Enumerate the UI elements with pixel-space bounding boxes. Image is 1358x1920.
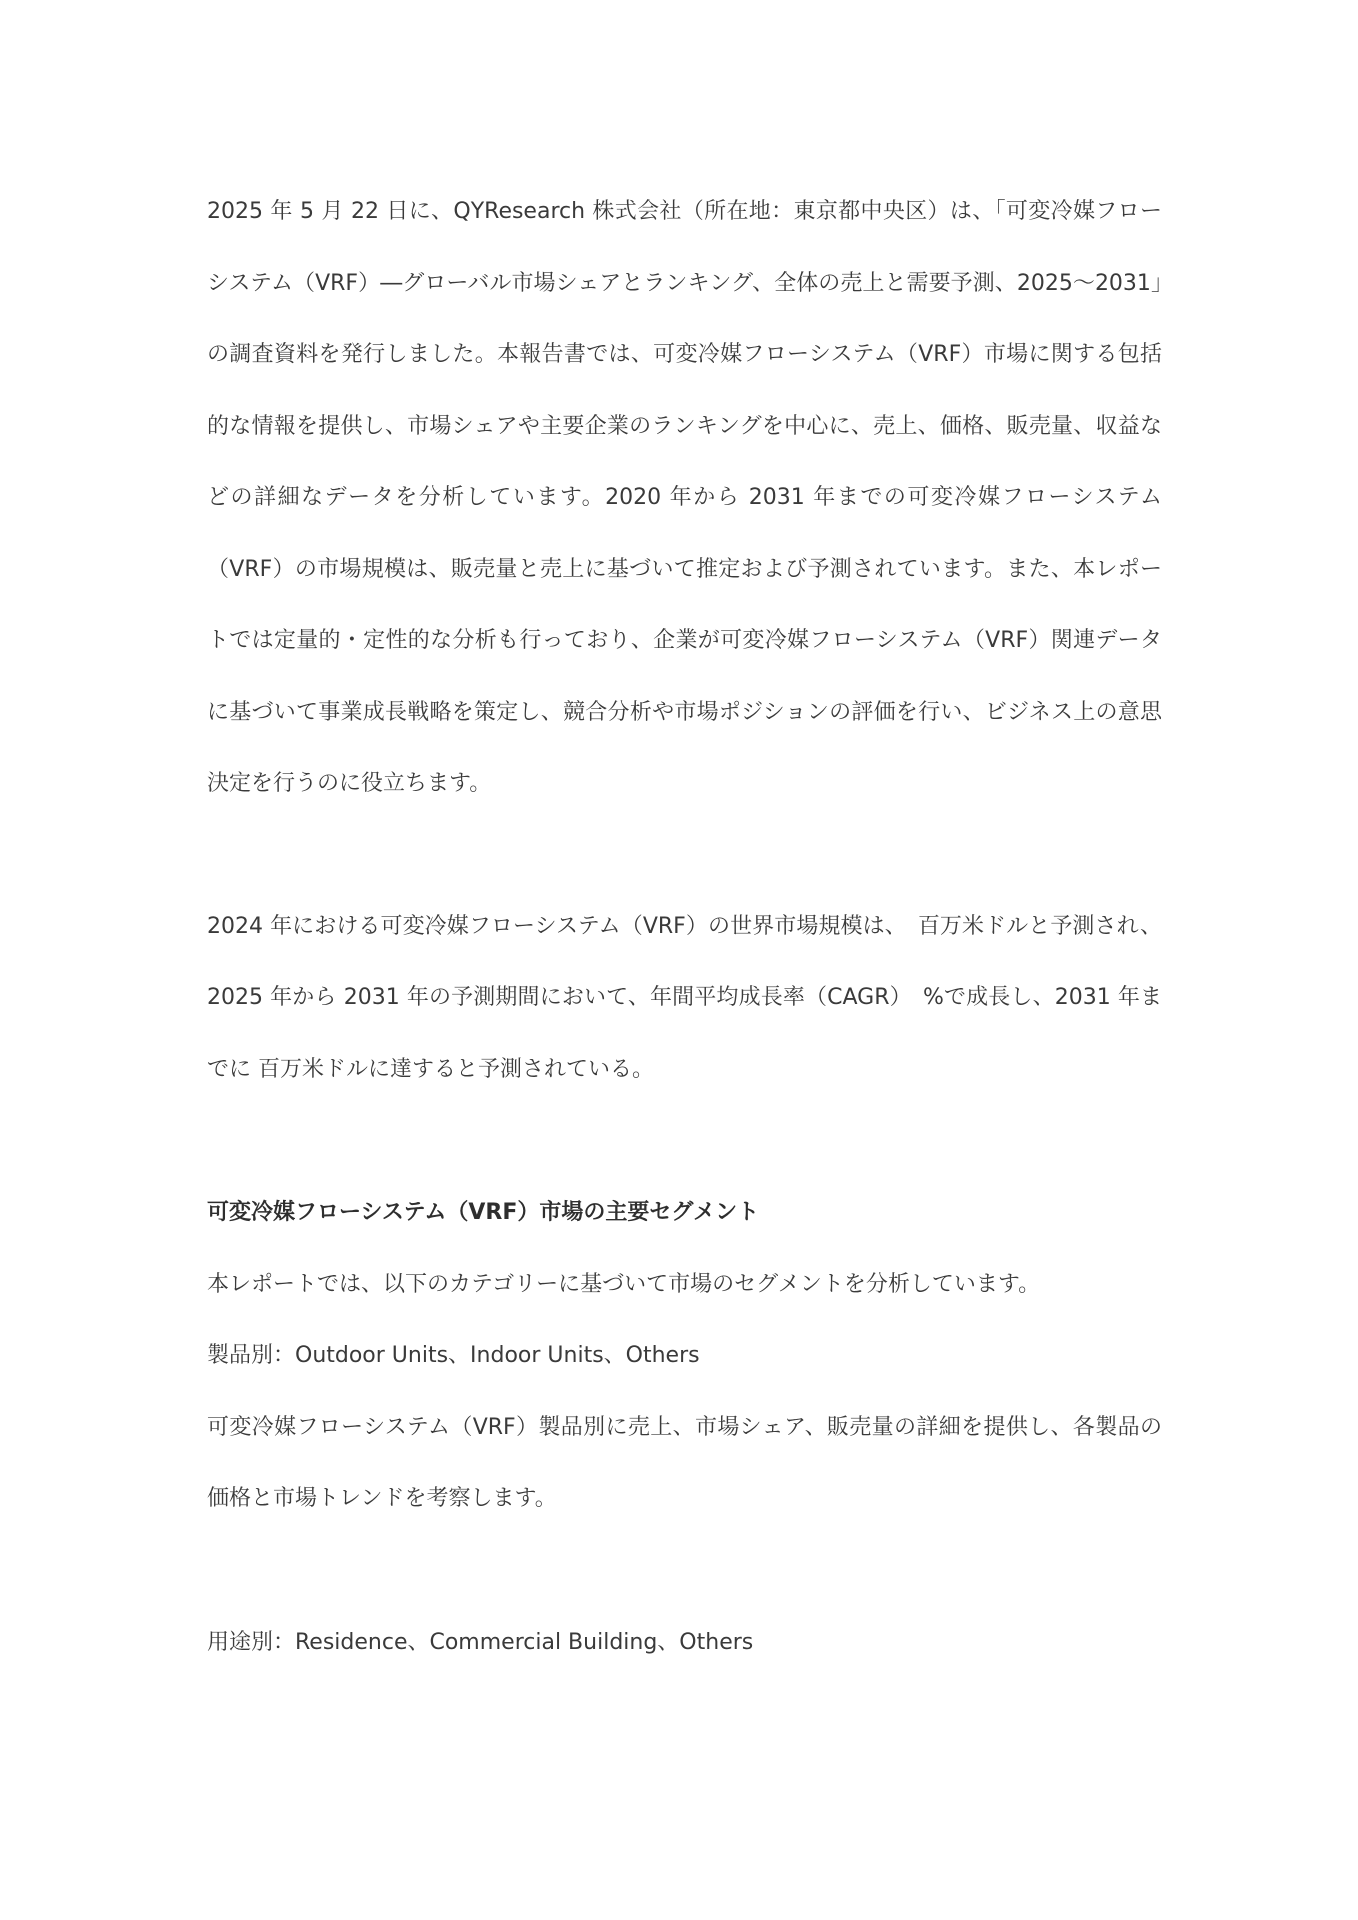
document-body xyxy=(207,176,1162,1678)
product-description: 可変冷媒フローシステム（VRF）製品別に売上、市場シェア、販売量の詳細を提供し、各製品の価格と市場トレンドを考察します。 xyxy=(207,1414,1162,1511)
paragraph-spacer xyxy=(207,1105,1162,1177)
application-segment-line: 用途別：Residence、Commercial Building、Others xyxy=(207,1629,754,1655)
segment-heading: 可変冷媒フローシステム（VRF）市場の主要セグメント xyxy=(207,1200,760,1225)
paragraph-spacer xyxy=(207,820,1162,891)
market-size-paragraph: 2024 年における可変冷媒フローシステム（VRF）の世界市場規模は、 百万米ドルと予測され、2025 年から 2031 年の予測期間において、年間平均成長率（CAGR） %で成長し、2031 年までに 百万米ドルに達すると予測されている。 xyxy=(207,913,1162,1082)
paragraph-spacer xyxy=(207,1535,1162,1607)
intro-paragraph: 2025 年 5 月 22 日に、QYResearch 株式会社（所在地：東京都中央区）は、「可変冷媒フローシステム（VRF）―グローバル市場シェアとランキング、全体の売上と需要予測、2025～2031」の調査資料を発行しました。本報告書では、可変冷媒フローシステム（VRF）市場に関する包括的な情報を提供し、市場シェアや主要企業のランキングを中心に、売上、価格、販売量、収益などの詳細なデータを分析しています。2020 年から 2031 年までの可変冷媒フローシステム（VRF）の市場規模は、販売量と売上に基づいて推定および予測されています。また、本レポートでは定量的・定性的な分析も行っており、企業が可変冷媒フローシステム（VRF）関連データに基づいて事業成長戦略を策定し、競合分析や市場ポジションの評価を行い、ビジネス上の意思決定を行うのに役立ちます。 xyxy=(207,199,1162,796)
product-segment-line: 製品別：Outdoor Units、Indoor Units、Others xyxy=(207,1343,700,1368)
segment-intro: 本レポートでは、以下のカテゴリーに基づいて市場のセグメントを分析しています。 xyxy=(207,1271,1041,1297)
